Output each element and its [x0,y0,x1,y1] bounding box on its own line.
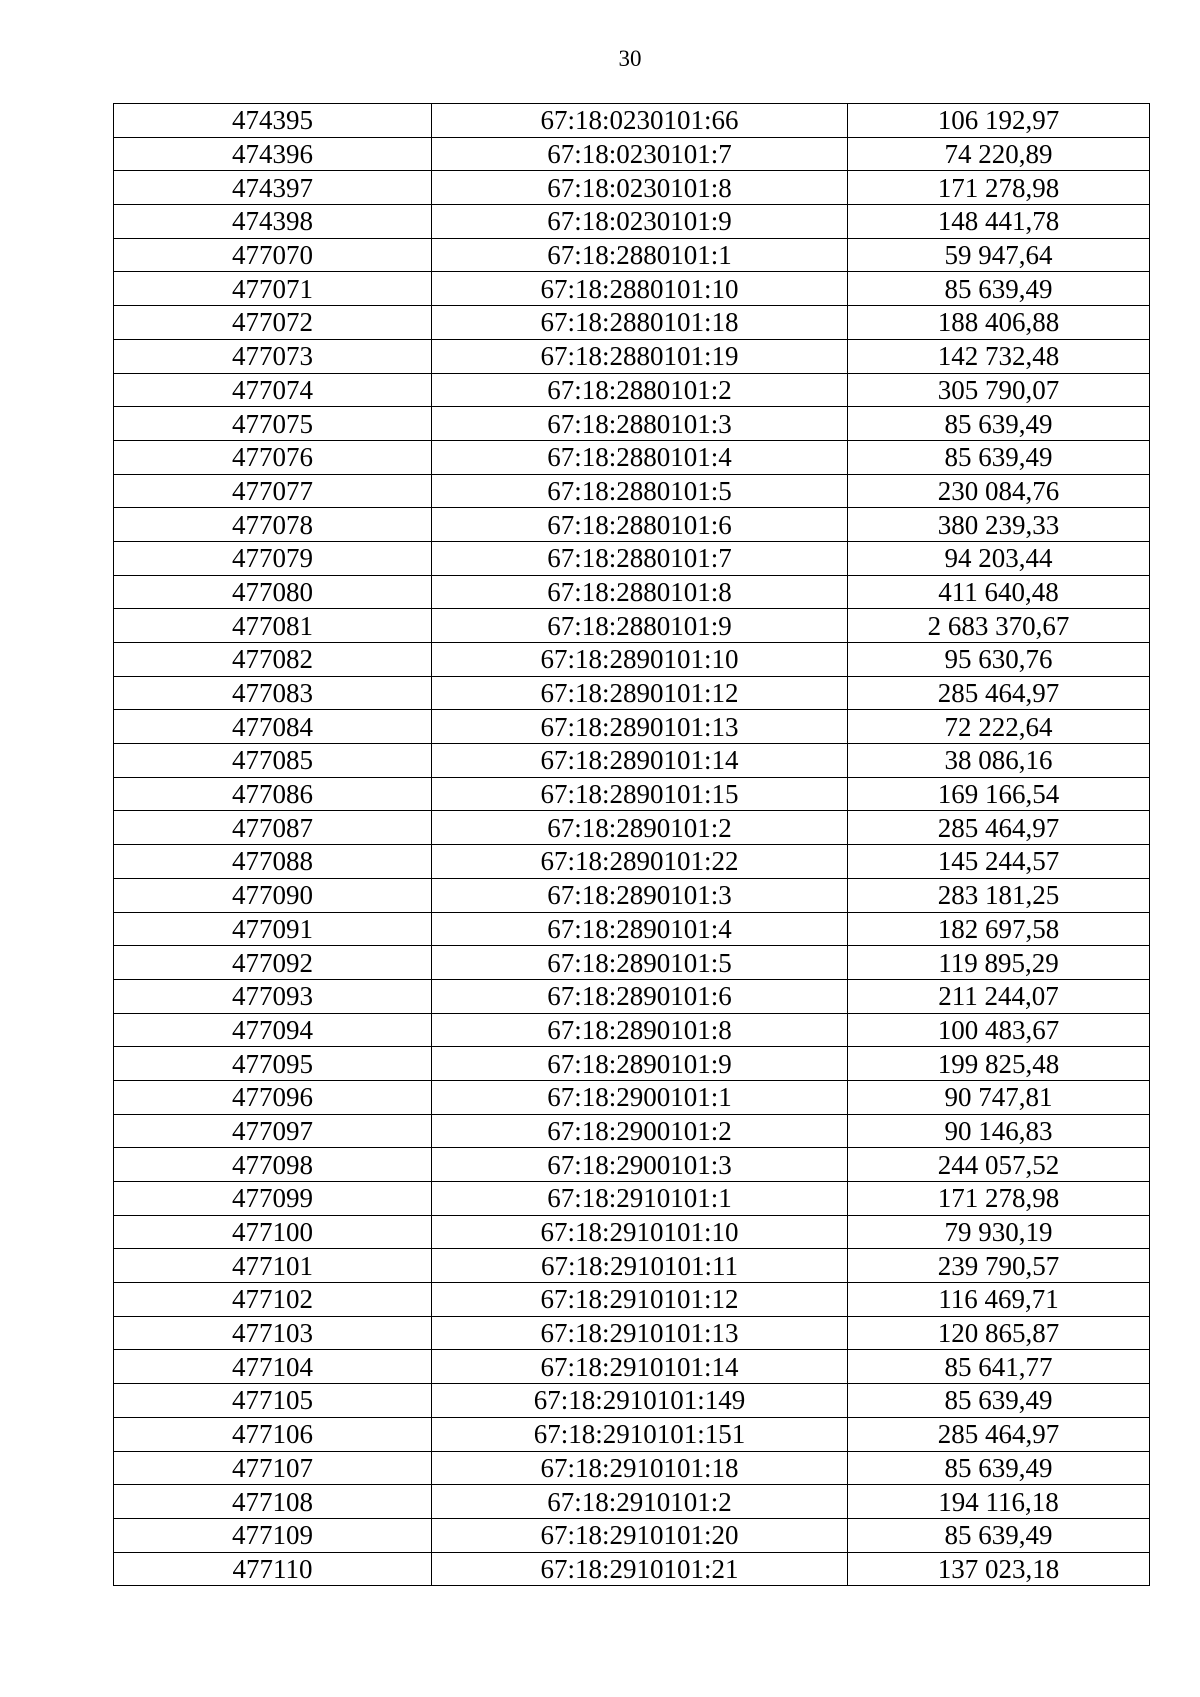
row-number-cell: 477071 [114,272,432,306]
cadastral-value-cell: 85 639,49 [848,1451,1150,1485]
row-number-cell: 477091 [114,912,432,946]
cadastral-value-cell: 380 239,33 [848,508,1150,542]
cadastral-number-cell: 67:18:2890101:9 [432,1047,848,1081]
table-row [114,1148,1150,1182]
row-number-cell: 477099 [114,1182,432,1216]
row-number-cell: 477107 [114,1451,432,1485]
cadastral-value-cell: 90 146,83 [848,1114,1150,1148]
table-row [114,1249,1150,1283]
cadastral-value-cell: 85 641,77 [848,1350,1150,1384]
row-number-cell: 477088 [114,845,432,879]
cadastral-number-cell: 67:18:2890101:22 [432,845,848,879]
row-number-cell: 477070 [114,238,432,272]
cadastral-value-cell: 38 086,16 [848,744,1150,778]
cadastral-value-cell: 106 192,97 [848,104,1150,138]
row-number-cell: 477084 [114,710,432,744]
cadastral-value-cell: 211 244,07 [848,979,1150,1013]
row-number-cell: 477092 [114,946,432,980]
cadastral-number-cell: 67:18:2900101:2 [432,1114,848,1148]
cadastral-number-cell: 67:18:2910101:13 [432,1316,848,1350]
row-number-cell: 474398 [114,205,432,239]
row-number-cell: 477074 [114,373,432,407]
cadastral-value-cell: 120 865,87 [848,1316,1150,1350]
cadastral-value-cell: 239 790,57 [848,1249,1150,1283]
cadastral-value-cell: 305 790,07 [848,373,1150,407]
cadastral-value-table [113,103,1150,1586]
row-number-cell: 477097 [114,1114,432,1148]
cadastral-number-cell: 67:18:2880101:9 [432,609,848,643]
cadastral-number-cell: 67:18:2910101:10 [432,1215,848,1249]
cadastral-number-cell: 67:18:2890101:15 [432,777,848,811]
table-row [114,508,1150,542]
cadastral-value-cell: 2 683 370,67 [848,609,1150,643]
row-number-cell: 477076 [114,440,432,474]
table-row [114,912,1150,946]
cadastral-number-cell: 67:18:2890101:6 [432,979,848,1013]
row-number-cell: 474397 [114,171,432,205]
table-row [114,205,1150,239]
table-row [114,979,1150,1013]
cadastral-value-cell: 182 697,58 [848,912,1150,946]
table-row [114,676,1150,710]
cadastral-value-cell: 148 441,78 [848,205,1150,239]
row-number-cell: 477090 [114,878,432,912]
cadastral-value-cell: 79 930,19 [848,1215,1150,1249]
row-number-cell: 477077 [114,474,432,508]
cadastral-value-cell: 95 630,76 [848,643,1150,677]
page-number: 30 [618,46,642,71]
table-row [114,373,1150,407]
cadastral-number-cell: 67:18:2910101:149 [432,1384,848,1418]
table-row [114,845,1150,879]
row-number-cell: 477103 [114,1316,432,1350]
cadastral-number-cell: 67:18:0230101:7 [432,137,848,171]
row-number-cell: 477106 [114,1417,432,1451]
cadastral-number-cell: 67:18:2890101:3 [432,878,848,912]
table-row [114,1114,1150,1148]
cadastral-number-cell: 67:18:2880101:3 [432,407,848,441]
cadastral-value-cell: 171 278,98 [848,1182,1150,1216]
table-row [114,137,1150,171]
cadastral-number-cell: 67:18:2880101:19 [432,339,848,373]
cadastral-value-cell: 85 639,49 [848,440,1150,474]
row-number-cell: 477082 [114,643,432,677]
row-number-cell: 477100 [114,1215,432,1249]
table-row [114,306,1150,340]
cadastral-value-cell: 85 639,49 [848,407,1150,441]
table-row [114,643,1150,677]
cadastral-number-cell: 67:18:2880101:5 [432,474,848,508]
cadastral-number-cell: 67:18:2910101:12 [432,1283,848,1317]
row-number-cell: 477095 [114,1047,432,1081]
cadastral-value-cell: 285 464,97 [848,811,1150,845]
cadastral-number-cell: 67:18:2910101:11 [432,1249,848,1283]
row-number-cell: 477104 [114,1350,432,1384]
cadastral-number-cell: 67:18:2880101:6 [432,508,848,542]
table-row [114,440,1150,474]
row-number-cell: 477105 [114,1384,432,1418]
cadastral-number-cell: 67:18:2880101:10 [432,272,848,306]
table-row [114,1417,1150,1451]
table-row [114,238,1150,272]
cadastral-number-cell: 67:18:2890101:14 [432,744,848,778]
cadastral-value-cell: 142 732,48 [848,339,1150,373]
row-number-cell: 477102 [114,1283,432,1317]
row-number-cell: 477079 [114,541,432,575]
table-row [114,744,1150,778]
table-row [114,1047,1150,1081]
cadastral-number-cell: 67:18:2910101:21 [432,1552,848,1586]
cadastral-number-cell: 67:18:2880101:8 [432,575,848,609]
cadastral-number-cell: 67:18:0230101:66 [432,104,848,138]
table-row [114,1283,1150,1317]
cadastral-number-cell: 67:18:2910101:14 [432,1350,848,1384]
table-row [114,1485,1150,1519]
row-number-cell: 477093 [114,979,432,1013]
row-number-cell: 477073 [114,339,432,373]
row-number-cell: 477072 [114,306,432,340]
table-row [114,777,1150,811]
row-number-cell: 477078 [114,508,432,542]
cadastral-value-cell: 171 278,98 [848,171,1150,205]
table-body [114,104,1150,1586]
cadastral-number-cell: 67:18:2890101:8 [432,1013,848,1047]
row-number-cell: 477081 [114,609,432,643]
table-row [114,272,1150,306]
table-row [114,1215,1150,1249]
cadastral-value-cell: 85 639,49 [848,272,1150,306]
table-row [114,1350,1150,1384]
cadastral-value-cell: 137 023,18 [848,1552,1150,1586]
cadastral-number-cell: 67:18:2890101:4 [432,912,848,946]
table-row [114,811,1150,845]
table-row [114,1384,1150,1418]
cadastral-number-cell: 67:18:2910101:151 [432,1417,848,1451]
cadastral-number-cell: 67:18:2910101:20 [432,1518,848,1552]
table-row [114,171,1150,205]
cadastral-number-cell: 67:18:2910101:18 [432,1451,848,1485]
cadastral-value-cell: 90 747,81 [848,1080,1150,1114]
cadastral-value-cell: 72 222,64 [848,710,1150,744]
row-number-cell: 477109 [114,1518,432,1552]
cadastral-value-cell: 119 895,29 [848,946,1150,980]
table-row [114,609,1150,643]
cadastral-value-cell: 169 166,54 [848,777,1150,811]
table-row [114,407,1150,441]
table-row [114,474,1150,508]
cadastral-number-cell: 67:18:2890101:12 [432,676,848,710]
cadastral-value-cell: 85 639,49 [848,1384,1150,1418]
row-number-cell: 477086 [114,777,432,811]
table-row [114,575,1150,609]
cadastral-value-cell: 145 244,57 [848,845,1150,879]
cadastral-value-cell: 116 469,71 [848,1283,1150,1317]
table-row [114,710,1150,744]
row-number-cell: 477096 [114,1080,432,1114]
cadastral-value-cell: 230 084,76 [848,474,1150,508]
table-row [114,878,1150,912]
row-number-cell: 477110 [114,1552,432,1586]
cadastral-value-cell: 100 483,67 [848,1013,1150,1047]
cadastral-value-cell: 59 947,64 [848,238,1150,272]
cadastral-number-cell: 67:18:2910101:1 [432,1182,848,1216]
cadastral-value-cell: 85 639,49 [848,1518,1150,1552]
cadastral-value-cell: 411 640,48 [848,575,1150,609]
row-number-cell: 474396 [114,137,432,171]
cadastral-number-cell: 67:18:2880101:2 [432,373,848,407]
cadastral-number-cell: 67:18:0230101:8 [432,171,848,205]
cadastral-value-cell: 188 406,88 [848,306,1150,340]
table-row [114,1552,1150,1586]
cadastral-number-cell: 67:18:2880101:18 [432,306,848,340]
cadastral-number-cell: 67:18:2900101:1 [432,1080,848,1114]
table-row [114,946,1150,980]
row-number-cell: 477108 [114,1485,432,1519]
cadastral-number-cell: 67:18:2890101:13 [432,710,848,744]
cadastral-value-cell: 74 220,89 [848,137,1150,171]
cadastral-number-cell: 67:18:2900101:3 [432,1148,848,1182]
table-row [114,339,1150,373]
row-number-cell: 477087 [114,811,432,845]
cadastral-number-cell: 67:18:2880101:7 [432,541,848,575]
row-number-cell: 477080 [114,575,432,609]
table-row [114,1451,1150,1485]
cadastral-value-cell: 244 057,52 [848,1148,1150,1182]
cadastral-value-cell: 283 181,25 [848,878,1150,912]
row-number-cell: 477098 [114,1148,432,1182]
cadastral-value-cell: 194 116,18 [848,1485,1150,1519]
cadastral-number-cell: 67:18:2880101:1 [432,238,848,272]
table-row [114,1182,1150,1216]
row-number-cell: 477075 [114,407,432,441]
table-row [114,541,1150,575]
cadastral-value-cell: 285 464,97 [848,676,1150,710]
cadastral-number-cell: 67:18:2890101:5 [432,946,848,980]
cadastral-number-cell: 67:18:2880101:4 [432,440,848,474]
cadastral-value-cell: 285 464,97 [848,1417,1150,1451]
cadastral-number-cell: 67:18:2910101:2 [432,1485,848,1519]
row-number-cell: 477094 [114,1013,432,1047]
row-number-cell: 477101 [114,1249,432,1283]
row-number-cell: 477085 [114,744,432,778]
row-number-cell: 477083 [114,676,432,710]
cadastral-number-cell: 67:18:0230101:9 [432,205,848,239]
table-row [114,1518,1150,1552]
table-row [114,1013,1150,1047]
table-row [114,1080,1150,1114]
cadastral-value-cell: 199 825,48 [848,1047,1150,1081]
cadastral-number-cell: 67:18:2890101:10 [432,643,848,677]
table-row [114,104,1150,138]
table-row [114,1316,1150,1350]
row-number-cell: 474395 [114,104,432,138]
cadastral-value-cell: 94 203,44 [848,541,1150,575]
cadastral-number-cell: 67:18:2890101:2 [432,811,848,845]
